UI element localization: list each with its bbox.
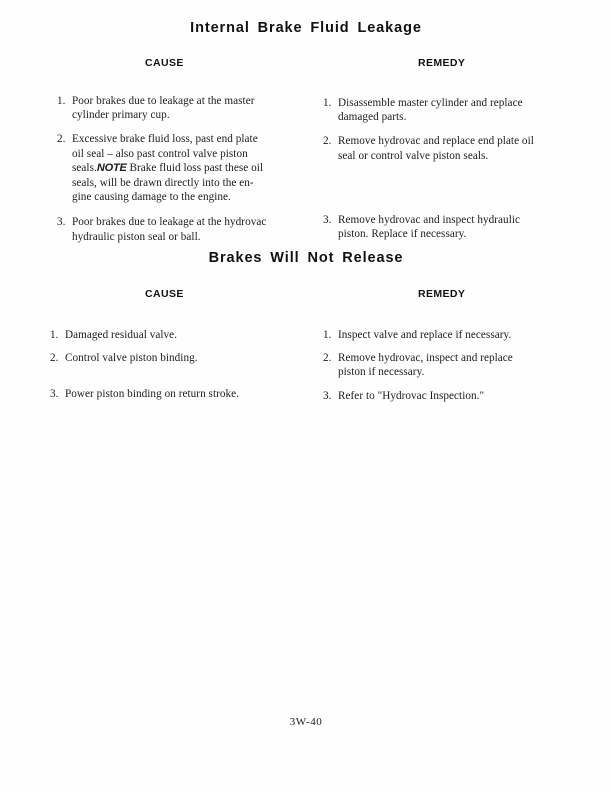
page-number: 3W-40 bbox=[289, 716, 323, 728]
cause-remedy-columns bbox=[0, 328, 612, 438]
cause-remedy-columns bbox=[0, 94, 612, 244]
list-item bbox=[50, 328, 305, 342]
list-item bbox=[57, 215, 305, 243]
column-headers bbox=[0, 288, 612, 306]
list-item bbox=[323, 213, 571, 241]
item-text: Excessive brake fluid loss, past end plate oil seal – also past control valve piston seals.NOTE Brake fluid loss past these oil seals, will be drawn directly into the en- gine causing damage to the engine. bbox=[72, 132, 305, 204]
item-number: 1. bbox=[57, 95, 66, 107]
item-text: Disassemble master cylinder and replace damaged parts. bbox=[338, 97, 523, 124]
item-number: 3. bbox=[323, 213, 332, 226]
column-header-cause: CAUSE bbox=[145, 57, 184, 69]
section-title: Brakes Will Not Release bbox=[208, 250, 404, 266]
remedy-column bbox=[323, 94, 571, 241]
column-header-remedy: REMEDY bbox=[418, 57, 466, 69]
list-item bbox=[323, 328, 571, 342]
item-text: Control valve piston binding. bbox=[65, 352, 198, 365]
list-item bbox=[57, 132, 305, 204]
remedy-column bbox=[323, 328, 571, 403]
note-line: seals.NOTE Brake fluid loss past these oil bbox=[72, 161, 264, 174]
item-text: Power piston binding on return stroke. bbox=[65, 388, 240, 401]
item-number: 1. bbox=[323, 329, 332, 341]
column-headers bbox=[0, 57, 612, 75]
item-text: Refer to "Hydrovac Inspection." bbox=[338, 389, 485, 402]
cause-column bbox=[57, 94, 305, 244]
list-item bbox=[50, 387, 305, 401]
column-header-remedy: REMEDY bbox=[418, 288, 466, 300]
item-number: 3. bbox=[323, 389, 332, 402]
section-brakes-will-not-release bbox=[0, 250, 612, 438]
item-number: 2. bbox=[50, 352, 59, 365]
list-item bbox=[323, 351, 571, 379]
section-title: Internal Brake Fluid Leakage bbox=[190, 20, 422, 36]
list-item bbox=[323, 389, 571, 403]
item-text: Remove hydrovac and inspect hydraulic piston. Replace if necessary. bbox=[338, 213, 521, 241]
item-number: 2. bbox=[323, 135, 332, 148]
list-item bbox=[323, 134, 571, 162]
list-item bbox=[323, 96, 571, 124]
list-item bbox=[50, 351, 305, 365]
item-text: Inspect valve and replace if necessary. bbox=[338, 329, 512, 341]
note-label: NOTE bbox=[96, 161, 127, 174]
section-internal-brake-fluid-leakage bbox=[0, 20, 612, 244]
item-number: 1. bbox=[50, 329, 59, 341]
item-number: 3. bbox=[57, 216, 66, 229]
item-number: 2. bbox=[323, 352, 332, 365]
item-number: 2. bbox=[57, 133, 66, 146]
item-number: 1. bbox=[323, 97, 332, 109]
item-text: Damaged residual valve. bbox=[65, 329, 178, 341]
list-item bbox=[57, 94, 305, 122]
item-text: Remove hydrovac, inspect and replace piston if necessary. bbox=[338, 352, 513, 379]
cause-column bbox=[50, 328, 305, 402]
item-text: Remove hydrovac and replace end plate oil seal or control valve piston seals. bbox=[338, 135, 534, 162]
item-text: Poor brakes due to leakage at the master cylinder primary cup. bbox=[72, 95, 255, 122]
column-header-cause: CAUSE bbox=[145, 288, 184, 300]
item-text: Poor brakes due to leakage at the hydrovac hydraulic piston seal or ball. bbox=[72, 216, 267, 243]
item-number: 3. bbox=[50, 388, 59, 401]
